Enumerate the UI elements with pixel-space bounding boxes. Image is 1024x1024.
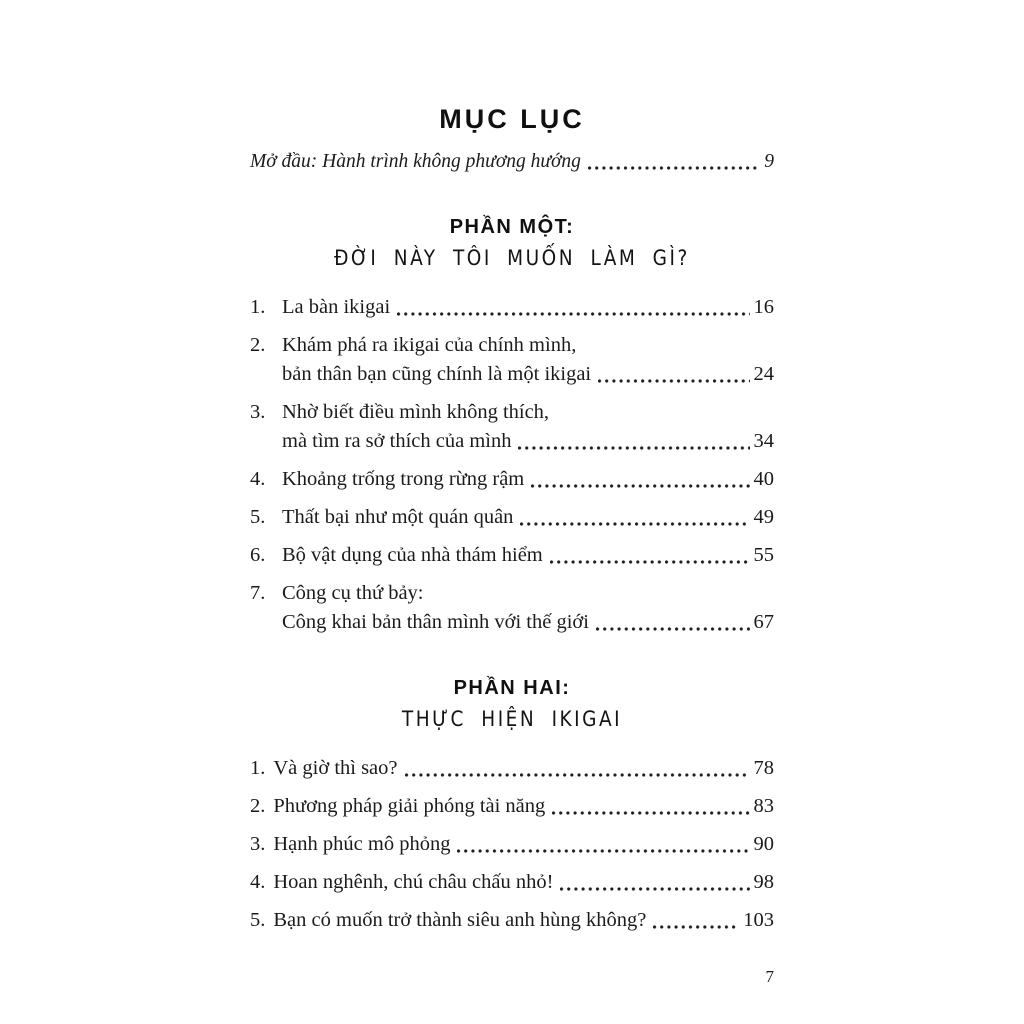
dot-leader [550, 560, 750, 564]
entry-page: 67 [753, 611, 774, 633]
entry-page: 40 [753, 468, 774, 490]
entry-line [250, 608, 774, 637]
dot-leader [653, 925, 739, 929]
entry-page: 49 [753, 506, 774, 528]
entry-number: 1. [250, 757, 266, 779]
dot-leader [552, 811, 749, 815]
toc-section [250, 216, 774, 637]
dot-leader [397, 312, 749, 316]
entry-number: 2. [250, 795, 266, 817]
entry-line [250, 868, 774, 897]
toc-entry [250, 541, 774, 570]
entry-page: 16 [753, 296, 774, 318]
dot-leader [518, 446, 749, 450]
toc-entry [250, 579, 774, 637]
entry-line [250, 906, 774, 935]
dot-leader [531, 484, 749, 488]
page-title: MỤC LỤC [439, 104, 585, 134]
entry-text: Hạnh phúc mô phỏng [273, 833, 451, 855]
entry-list [250, 293, 774, 637]
toc-entry [250, 906, 774, 935]
entry-page: 55 [753, 544, 774, 566]
dot-leader [560, 887, 749, 891]
dot-leader [520, 522, 749, 526]
toc-section [250, 677, 774, 935]
entry-line [250, 331, 774, 360]
entry-text: Bộ vật dụng của nhà thám hiểm [282, 544, 543, 566]
entry-text: Phương pháp giải phóng tài năng [273, 795, 546, 817]
entry-text: Và giờ thì sao? [273, 757, 398, 779]
dot-leader [405, 773, 750, 777]
intro-entry [250, 147, 774, 176]
toc-entry [250, 331, 774, 389]
entry-text: Công khai bản thân mình với thế giới [282, 611, 589, 633]
dot-leader [588, 166, 760, 170]
toc-entry [250, 792, 774, 821]
entry-text: mà tìm ra sở thích của mình [282, 430, 512, 452]
section-subheading: ĐỜI NÀY TÔI MUỐN LÀM GÌ? [334, 246, 690, 271]
entry-text: Công cụ thứ bảy: [282, 582, 424, 604]
toc-entry [250, 868, 774, 897]
entry-line [250, 503, 774, 532]
entry-line [250, 754, 774, 783]
toc-entry [250, 754, 774, 783]
entry-line [250, 465, 774, 494]
entry-text: Khoảng trống trong rừng rậm [282, 468, 525, 490]
toc-entry [250, 293, 774, 322]
section-subheading: THỰC HIỆN IKIGAI [401, 707, 623, 732]
intro-text: Mở đầu: Hành trình không phương hướng [250, 151, 581, 172]
entry-number: 7. [250, 582, 266, 604]
entry-number: 5. [250, 506, 266, 528]
entry-number: 2. [250, 334, 266, 356]
entry-page: 24 [753, 363, 774, 385]
toc-entry [250, 398, 774, 456]
entry-line [250, 293, 774, 322]
entry-line [250, 792, 774, 821]
entry-page: 103 [743, 909, 774, 931]
entry-line [250, 360, 774, 389]
entry-page: 98 [753, 871, 774, 893]
entry-text: La bàn ikigai [282, 296, 391, 318]
entry-number: 1. [250, 296, 266, 318]
entry-page: 90 [753, 833, 774, 855]
entry-number: 6. [250, 544, 266, 566]
entry-line [250, 541, 774, 570]
entry-line [250, 398, 774, 427]
entry-page: 34 [753, 430, 774, 452]
entry-text: bản thân bạn cũng chính là một ikigai [282, 363, 592, 385]
toc-entry [250, 830, 774, 859]
entry-number: 4. [250, 871, 266, 893]
entry-line [250, 427, 774, 456]
dot-leader [457, 849, 749, 853]
entry-number: 5. [250, 909, 266, 931]
entry-line [250, 830, 774, 859]
dot-leader [598, 379, 749, 383]
entry-number: 4. [250, 468, 266, 490]
entry-page: 83 [753, 795, 774, 817]
table-of-contents [250, 0, 774, 987]
entry-text: Thất bại như một quán quân [282, 506, 514, 528]
entry-text: Hoan nghênh, chú châu chấu nhỏ! [273, 871, 554, 893]
entry-text: Nhờ biết điều mình không thích, [282, 401, 550, 423]
entry-list [250, 754, 774, 935]
entry-line [250, 579, 774, 608]
toc-entry [250, 503, 774, 532]
entry-number: 3. [250, 833, 266, 855]
entry-page: 78 [753, 757, 774, 779]
entry-text: Bạn có muốn trở thành siêu anh hùng không? [273, 909, 647, 931]
toc-entry [250, 465, 774, 494]
entry-text: Khám phá ra ikigai của chính mình, [282, 334, 577, 356]
section-heading: PHẦN MỘT: [449, 216, 575, 238]
entry-number: 3. [250, 401, 266, 423]
intro-page: 9 [764, 151, 774, 172]
dot-leader [596, 627, 750, 631]
sections-container [250, 216, 774, 935]
page-number: 7 [765, 967, 774, 986]
section-heading: PHẦN HAI: [453, 677, 571, 699]
